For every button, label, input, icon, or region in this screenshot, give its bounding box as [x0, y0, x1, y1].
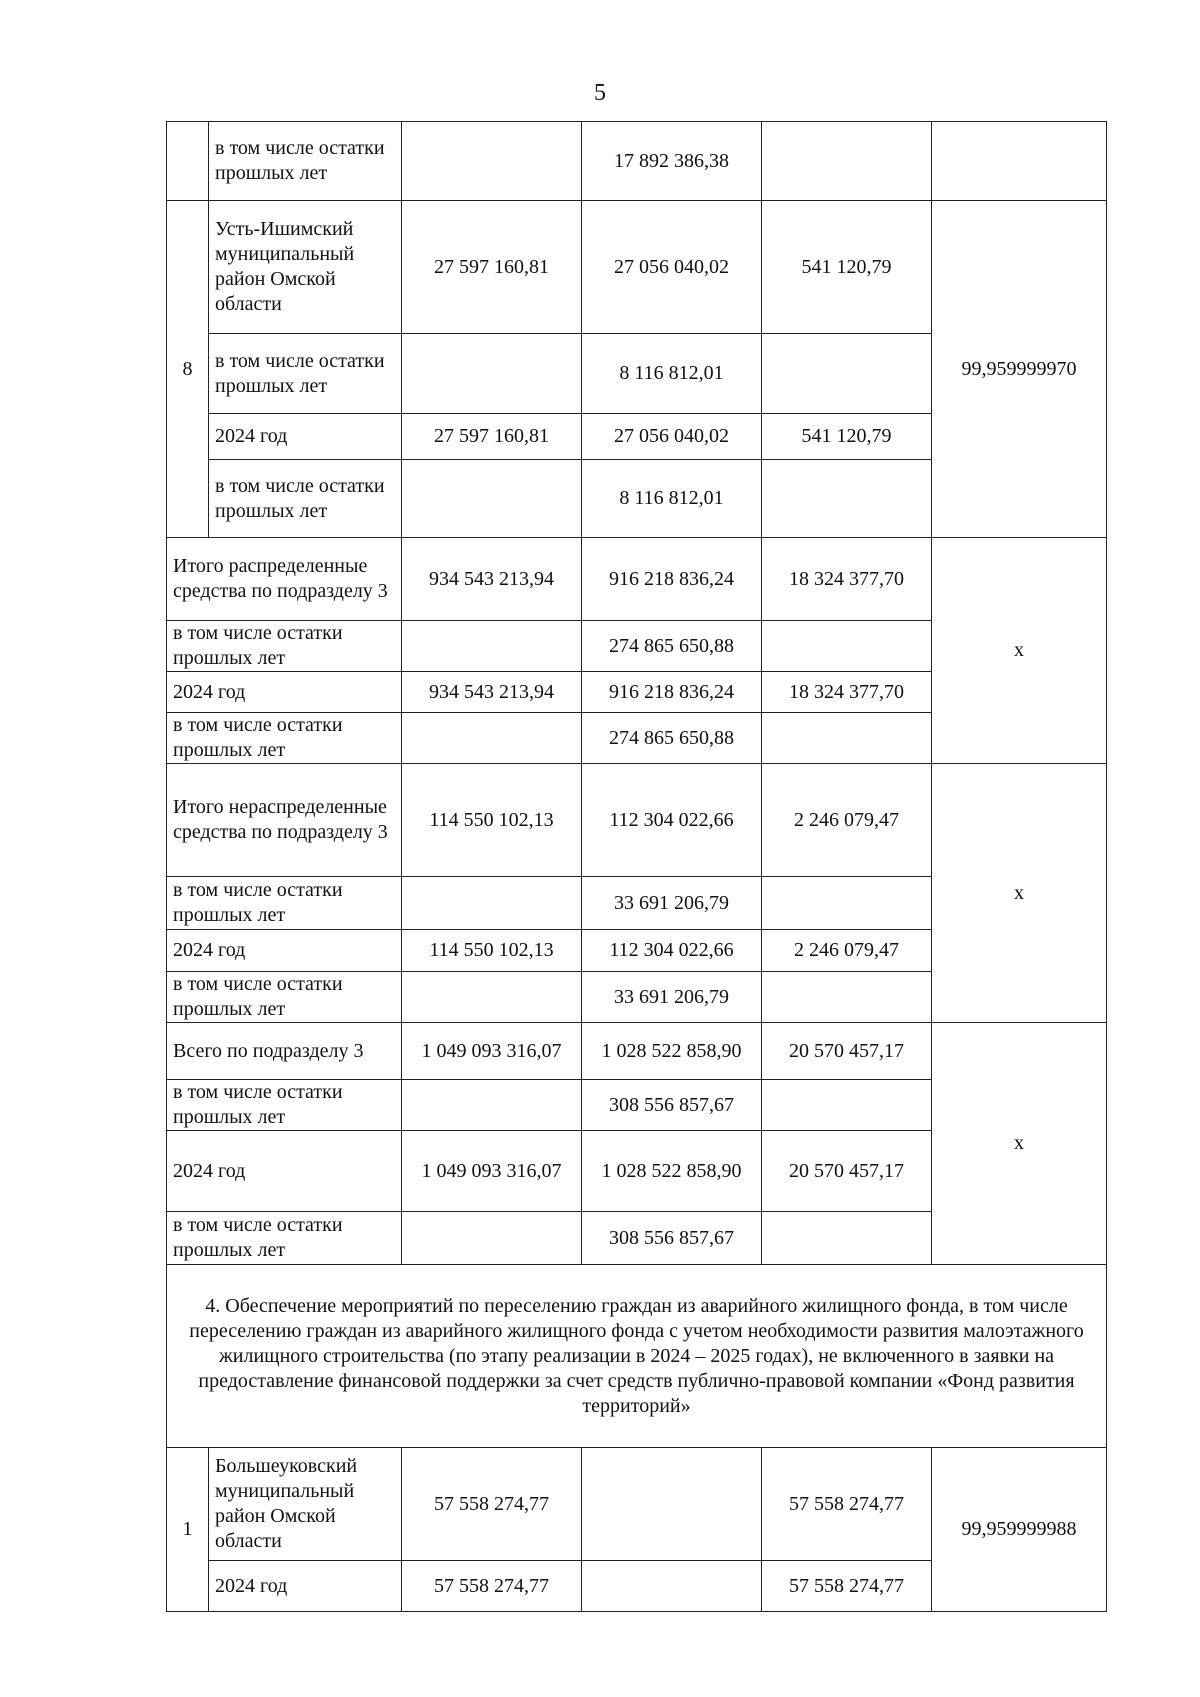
regional-amount: 33 691 206,79 — [582, 972, 762, 1023]
row-label: в том числе остатки прошлых лет — [167, 713, 402, 764]
total-amount — [402, 972, 582, 1023]
budget-distribution-table — [166, 121, 1107, 1612]
not-applicable-mark: x — [932, 538, 1107, 764]
total-amount: 27 597 160,81 — [402, 201, 582, 334]
local-amount — [762, 972, 932, 1023]
regional-amount: 112 304 022,66 — [582, 764, 762, 877]
local-amount: 57 558 274,77 — [762, 1448, 932, 1561]
percentage — [932, 122, 1107, 201]
row-label: Всего по подразделу 3 — [167, 1023, 402, 1080]
table-row — [167, 538, 1107, 621]
regional-amount: 308 556 857,67 — [582, 1080, 762, 1131]
total-amount: 1 049 093 316,07 — [402, 1131, 582, 1212]
local-amount: 2 246 079,47 — [762, 764, 932, 877]
local-amount: 20 570 457,17 — [762, 1023, 932, 1080]
regional-amount: 916 218 836,24 — [582, 672, 762, 713]
table-row — [167, 764, 1107, 877]
row-number: 1 — [167, 1448, 209, 1612]
local-amount: 18 324 377,70 — [762, 672, 932, 713]
regional-amount: 8 116 812,01 — [582, 460, 762, 538]
row-label: в том числе остатки прошлых лет — [167, 877, 402, 930]
total-amount: 114 550 102,13 — [402, 930, 582, 972]
district-name: Большеуковский муниципальный район Омской области — [209, 1448, 402, 1561]
row-label: Итого нераспределенные средства по подразделу 3 — [167, 764, 402, 877]
regional-amount: 916 218 836,24 — [582, 538, 762, 621]
total-amount — [402, 713, 582, 764]
regional-amount: 17 892 386,38 — [582, 122, 762, 201]
total-amount — [402, 877, 582, 930]
not-applicable-mark: x — [932, 1023, 1107, 1265]
local-amount — [762, 122, 932, 201]
regional-amount: 112 304 022,66 — [582, 930, 762, 972]
total-amount — [402, 1212, 582, 1265]
page-number: 5 — [594, 80, 606, 106]
regional-amount: 274 865 650,88 — [582, 621, 762, 672]
regional-amount: 1 028 522 858,90 — [582, 1131, 762, 1212]
local-amount — [762, 1212, 932, 1265]
row-label: 2024 год — [209, 1561, 402, 1612]
local-amount: 18 324 377,70 — [762, 538, 932, 621]
regional-amount: 1 028 522 858,90 — [582, 1023, 762, 1080]
local-amount: 541 120,79 — [762, 201, 932, 334]
regional-amount: 27 056 040,02 — [582, 414, 762, 460]
local-amount — [762, 1080, 932, 1131]
local-amount: 20 570 457,17 — [762, 1131, 932, 1212]
row-label: в том числе остатки прошлых лет — [167, 1080, 402, 1131]
regional-amount: 8 116 812,01 — [582, 334, 762, 414]
row-label: в том числе остатки прошлых лет — [209, 122, 402, 201]
local-amount: 2 246 079,47 — [762, 930, 932, 972]
row-label: 2024 год — [167, 930, 402, 972]
regional-amount — [582, 1561, 762, 1612]
local-amount — [762, 713, 932, 764]
total-amount — [402, 122, 582, 201]
regional-amount: 33 691 206,79 — [582, 877, 762, 930]
percentage: 99,959999970 — [932, 201, 1107, 538]
row-label: в том числе остатки прошлых лет — [167, 621, 402, 672]
local-amount — [762, 877, 932, 930]
local-amount: 57 558 274,77 — [762, 1561, 932, 1612]
total-amount — [402, 1080, 582, 1131]
total-amount — [402, 460, 582, 538]
percentage: 99,959999988 — [932, 1448, 1107, 1612]
local-amount: 541 120,79 — [762, 414, 932, 460]
total-amount: 114 550 102,13 — [402, 764, 582, 877]
row-number — [167, 122, 209, 201]
row-label: в том числе остатки прошлых лет — [167, 1212, 402, 1265]
table-row — [167, 1448, 1107, 1561]
row-label: Итого распределенные средства по подразделу 3 — [167, 538, 402, 621]
row-label: в том числе остатки прошлых лет — [209, 334, 402, 414]
total-amount: 27 597 160,81 — [402, 414, 582, 460]
row-label: 2024 год — [209, 414, 402, 460]
total-amount — [402, 334, 582, 414]
table-row — [167, 122, 1107, 201]
regional-amount: 274 865 650,88 — [582, 713, 762, 764]
section-4-heading: 4. Обеспечение мероприятий по переселению граждан из аварийного жилищного фонда, в том числе переселению граждан из аварийного жилищного фонда с учетом необходимости развития малоэтажного жилищного строительства (по этапу реализации в 2024 – 2025 годах), не включенного в заявки на предоставление финансовой поддержки за счет средств публично-правовой компании «Фонд развития территорий» — [167, 1265, 1107, 1448]
regional-amount: 27 056 040,02 — [582, 201, 762, 334]
total-amount: 1 049 093 316,07 — [402, 1023, 582, 1080]
total-amount: 934 543 213,94 — [402, 672, 582, 713]
row-label: 2024 год — [167, 1131, 402, 1212]
total-amount: 57 558 274,77 — [402, 1448, 582, 1561]
local-amount — [762, 460, 932, 538]
row-number: 8 — [167, 201, 209, 538]
not-applicable-mark: x — [932, 764, 1107, 1023]
total-amount — [402, 621, 582, 672]
row-label: 2024 год — [167, 672, 402, 713]
table-row — [167, 1023, 1107, 1080]
total-amount: 57 558 274,77 — [402, 1561, 582, 1612]
local-amount — [762, 621, 932, 672]
row-label: в том числе остатки прошлых лет — [167, 972, 402, 1023]
local-amount — [762, 334, 932, 414]
row-label: в том числе остатки прошлых лет — [209, 460, 402, 538]
regional-amount — [582, 1448, 762, 1561]
district-name: Усть-Ишимский муниципальный район Омской области — [209, 201, 402, 334]
total-amount: 934 543 213,94 — [402, 538, 582, 621]
section-heading-row — [167, 1265, 1107, 1448]
table-row — [167, 201, 1107, 334]
regional-amount: 308 556 857,67 — [582, 1212, 762, 1265]
